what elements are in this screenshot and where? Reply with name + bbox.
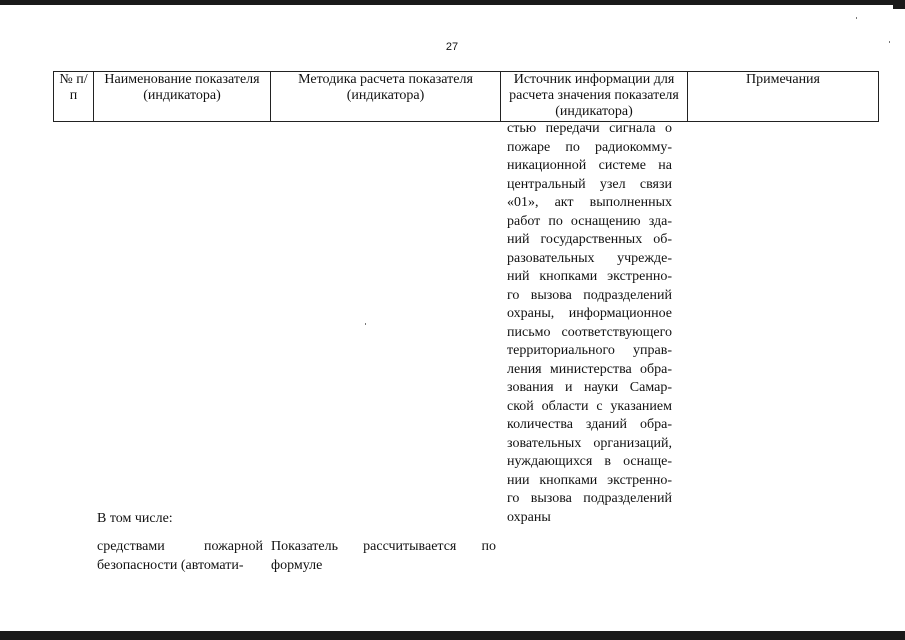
text-line: ний кнопками экстренно- <box>507 269 672 284</box>
scan-edge-bottom <box>0 631 905 640</box>
text-line: Показатель рассчитывается по <box>271 539 496 554</box>
text-line: ской области с указанием <box>507 398 672 414</box>
scan-edge-corner <box>893 0 905 9</box>
text-line: безопасности (автомати- <box>97 557 244 573</box>
text-line: формуле <box>271 557 323 573</box>
header-calculation-method: Методика расчета показателя (индикатора) <box>271 72 501 122</box>
text-line: никационной системе на <box>507 158 672 173</box>
text-line: письмо соответствующего <box>507 324 672 340</box>
header-number: № п/п <box>54 72 94 122</box>
text-line: работ по оснащению зда- <box>507 213 672 229</box>
header-row <box>54 72 879 122</box>
scan-edge-top <box>0 0 905 5</box>
text-line: количества зданий обра- <box>507 417 672 432</box>
text-line: центральный узел связи <box>507 176 672 192</box>
text-line: средствами пожарной <box>97 539 263 554</box>
text-line: охраны, информационное <box>507 306 672 321</box>
page-number: 27 <box>445 41 459 53</box>
text-line: стью передачи сигнала о <box>507 121 672 136</box>
calculation-method-cell <box>271 538 496 575</box>
text-line: зования и науки Самар- <box>507 380 672 395</box>
text-line: охраны <box>507 509 551 525</box>
text-line: нуждающихся в оснаще- <box>507 454 672 469</box>
table-header <box>53 71 879 122</box>
text-line: разовательных учрежде- <box>507 250 672 266</box>
text-line: пожаре по радиокомму- <box>507 139 672 155</box>
scan-speck <box>365 323 366 325</box>
text-line: территориального управ- <box>507 343 672 358</box>
text-line: «01», акт выполненных <box>507 195 672 210</box>
header-notes: Примечания <box>688 72 879 122</box>
header-information-source: Источник информации для расчета значения показателя (индикатора) <box>501 72 688 122</box>
scan-speck <box>856 17 857 19</box>
subsection-label: В том числе: <box>97 511 173 526</box>
text-line: нии кнопками экстренно- <box>507 472 672 488</box>
text-line: ний государственных об- <box>507 232 672 247</box>
indicator-name-cell <box>97 538 263 575</box>
header-indicator-name: Наименование показателя (индикатора) <box>94 72 271 122</box>
source-continuation-text <box>507 120 672 527</box>
scan-speck <box>889 41 890 43</box>
text-line: го вызова подразделений <box>507 287 672 303</box>
text-line: зовательных организаций, <box>507 435 672 451</box>
text-line: ления министерства обра- <box>507 361 672 377</box>
text-line: го вызова подразделений <box>507 491 672 506</box>
